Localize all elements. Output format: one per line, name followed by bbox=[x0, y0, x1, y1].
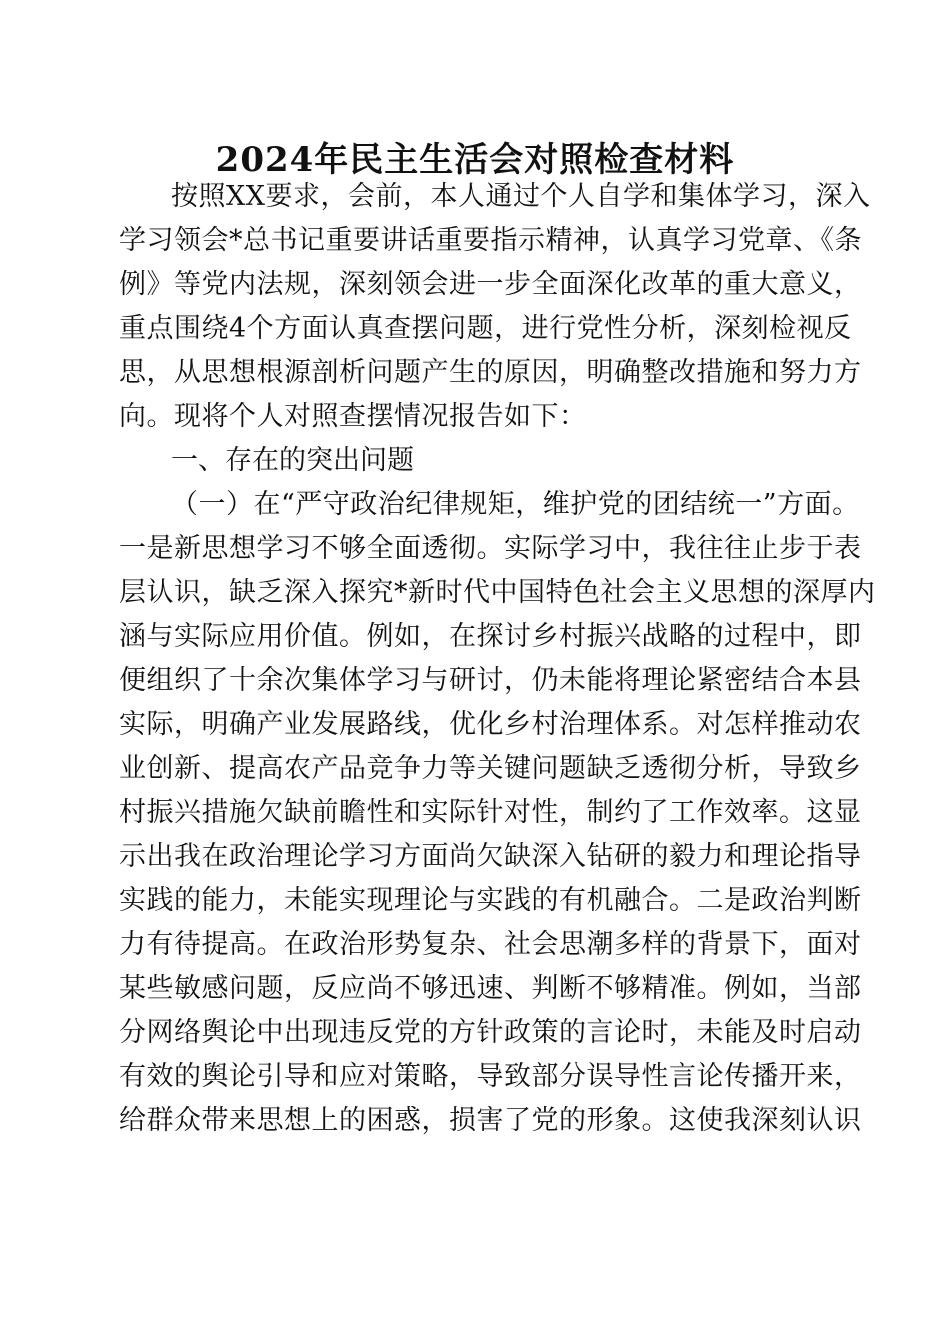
intro-line: 思，从思想根源剖析问题产生的原因，明确整改措施和努力方 bbox=[119, 357, 862, 388]
document-title: 2024年民主生活会对照检查材料 bbox=[215, 140, 735, 180]
body-line: 涵与实际应用价值。例如，在探讨乡村振兴战略的过程中，即 bbox=[119, 621, 862, 652]
body-line: 实践的能力，未能实现理论与实践的有机融合。二是政治判断 bbox=[119, 885, 862, 916]
body-line: 给群众带来思想上的困惑，损害了党的形象。这使我深刻认识 bbox=[119, 1105, 862, 1136]
intro-line: 按照XX要求，会前，本人通过个人自学和集体学习，深入 bbox=[171, 181, 871, 212]
body-line: 实际，明确产业发展路线，优化乡村治理体系。对怎样推动农 bbox=[119, 709, 862, 740]
body-line: 示出我在政治理论学习方面尚欠缺深入钻研的毅力和理论指导 bbox=[119, 841, 862, 872]
section-heading: 一、存在的突出问题 bbox=[171, 445, 414, 476]
intro-line: 向。现将个人对照查摆情况报告如下： bbox=[119, 401, 587, 432]
body-line: 业创新、提高农产品竞争力等关键问题缺乏透彻分析，导致乡 bbox=[119, 753, 862, 784]
intro-line: 例》等党内法规，深刻领会进一步全面深化改革的重大意义， bbox=[119, 269, 862, 300]
body-line: 村振兴措施欠缺前瞻性和实际针对性，制约了工作效率。这显 bbox=[119, 797, 862, 828]
body-line: （一）在“严守政治纪律规矩，维护党的团结统一”方面。 bbox=[171, 489, 860, 520]
body-line: 分网络舆论中出现违反党的方针政策的言论时，未能及时启动 bbox=[119, 1017, 862, 1048]
intro-line: 学习领会*总书记重要讲话重要指示精神，认真学习党章、《条 bbox=[119, 225, 862, 256]
body-line: 层认识，缺乏深入探究*新时代中国特色社会主义思想的深厚内 bbox=[119, 577, 876, 608]
body-line: 某些敏感问题，反应尚不够迅速、判断不够精准。例如，当部 bbox=[119, 973, 862, 1004]
body-line: 一是新思想学习不够全面透彻。实际学习中，我往往止步于表 bbox=[119, 533, 862, 564]
body-line: 有效的舆论引导和应对策略，导致部分误导性言论传播开来， bbox=[119, 1061, 862, 1092]
intro-line: 重点围绕4个方面认真查摆问题，进行党性分析，深刻检视反 bbox=[119, 313, 852, 344]
body-line: 便组织了十余次集体学习与研讨，仍未能将理论紧密结合本县 bbox=[119, 665, 862, 696]
body-line: 力有待提高。在政治形势复杂、社会思潮多样的背景下，面对 bbox=[119, 929, 862, 960]
